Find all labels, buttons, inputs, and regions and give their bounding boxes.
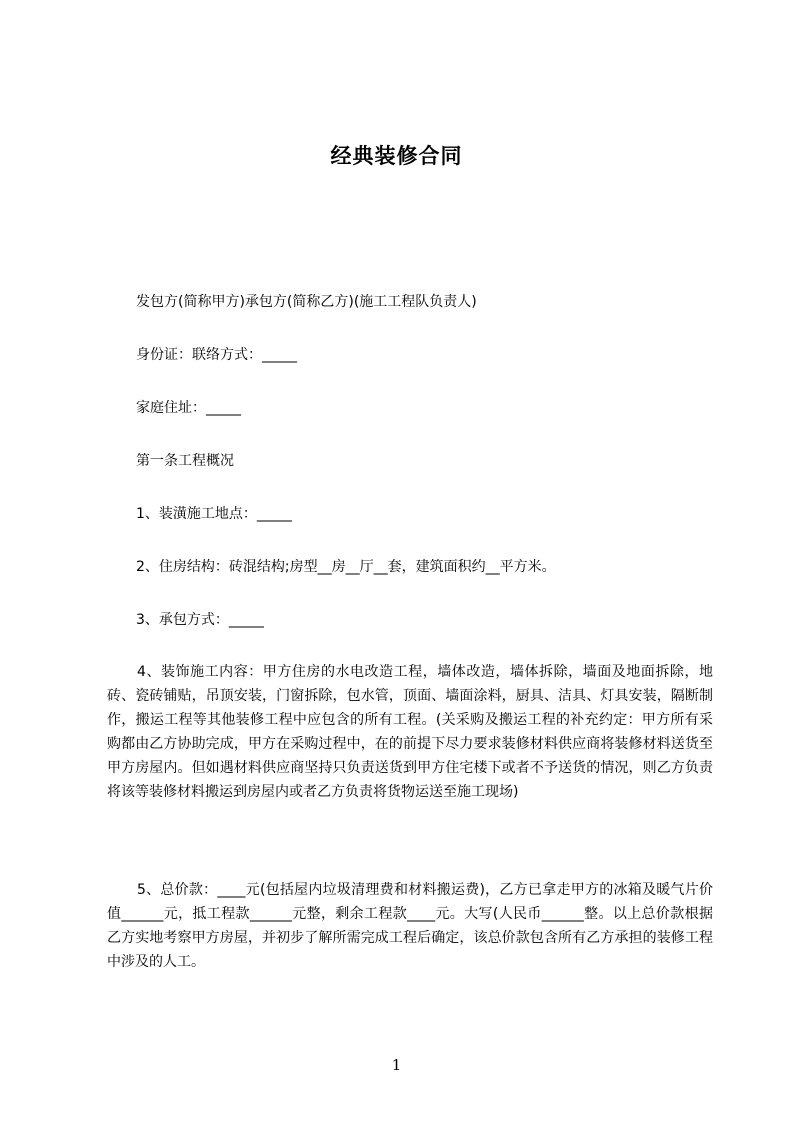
id-contact-line: 身份证：联络方式：_____ (136, 347, 297, 363)
parties-line: 发包方(简称甲方)承包方(简称乙方)(施工工程队负责人) (136, 294, 477, 310)
clause-4-paragraph: 4、装饰施工内容：甲方住房的水电改造工程，墙体改造，墙体拆除，墙面及地面拆除，地砖、瓷砖铺贴，吊顶安装，门窗拆除，包水管，顶面、墙面涂料，厨具、洁具、灯具安装，隔断制作，搬运工程等其他装修工程中应包含的所有工程。(关采购及搬运工程的补充约定：甲方所有采购都由乙方协助完成，甲方在采购过程中，在的前提下尽力要求装修材料供应商将装修材料送货至甲方房屋内。但如遇材料供应商坚持只负责送货到甲方住宅楼下或者不予送货的情况，则乙方负责将该等装修材料搬运到房屋内或者乙方负责将货物运送至施工现场) (107, 664, 713, 800)
page-number: 1 (391, 1056, 402, 1074)
document-title: 经典装修合同 (330, 144, 463, 168)
clause-3: 3、承包方式：_____ (136, 612, 264, 628)
clause-2: 2、住房结构：砖混结构;房型__房__厅__套，建筑面积约__平方米。 (136, 559, 556, 575)
clause-1: 1、装潢施工地点：_____ (136, 506, 292, 522)
clause-5-paragraph: 5、总价款：____元(包括屋内垃圾清理费和材料搬运费)，乙方已拿走甲方的冰箱及暖气片价值______元，抵工程款______元整，剩余工程款____元。大写(人民币______整。以上总价款根据乙方实地考察甲方房屋，并初步了解所需完成工程后确定，该总价款包含所有乙方承担的装修工程中涉及的人工。 (107, 882, 713, 970)
section-heading: 第一条工程概况 (136, 453, 234, 469)
home-address-line: 家庭住址：_____ (136, 400, 241, 416)
